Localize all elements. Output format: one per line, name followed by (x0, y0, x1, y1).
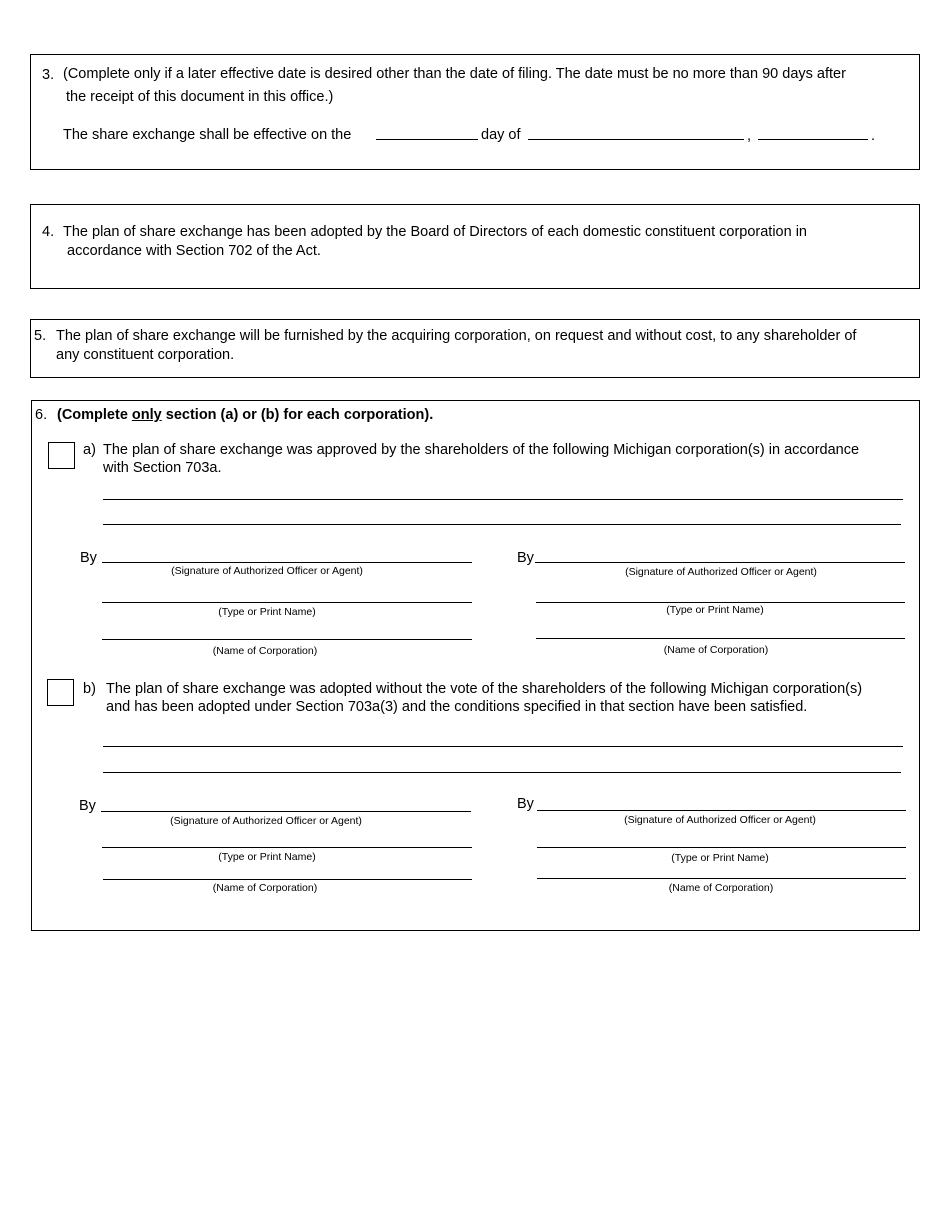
option-a-right-corporation-field[interactable] (536, 638, 905, 639)
option-a-left-corporation-field[interactable] (102, 639, 472, 640)
option-a-right-print-name-field[interactable] (536, 602, 905, 603)
option-a-left-signature-field[interactable] (102, 562, 472, 563)
option-b-left-corporation-caption: (Name of Corporation) (212, 882, 318, 894)
option-a-left-print-name-caption: (Type or Print Name) (218, 606, 316, 618)
option-b-corporation-line-1[interactable] (103, 746, 903, 747)
option-a-corporation-line-2[interactable] (103, 524, 901, 525)
heading-only: only (131, 407, 162, 423)
comma-separator: , (747, 128, 752, 144)
section-3-instructions-line1: (Complete only if a later effective date is desired other than the date of filing. The date must be no more than 90 days after (63, 66, 846, 82)
option-a-right-signature-field[interactable] (535, 562, 905, 563)
option-b-line1: The plan of share exchange was adopted without the vote of the shareholders of the following Michigan corporation(s) (106, 681, 863, 697)
option-b-label: b) (83, 681, 96, 697)
option-a-left-by-label: By (80, 550, 97, 566)
option-a-left-signature-caption: (Signature of Authorized Officer or Agent) (171, 565, 363, 577)
option-b-checkbox[interactable] (47, 679, 74, 706)
option-a-line2: with Section 703a. (103, 460, 222, 476)
option-b-corporation-line-2[interactable] (103, 772, 901, 773)
period-mark: . (871, 128, 876, 144)
option-a-right-print-name-caption: (Type or Print Name) (666, 604, 764, 616)
option-a-corporation-line-1[interactable] (103, 499, 903, 500)
section-3-number: 3. (42, 67, 55, 83)
option-b-right-by-label: By (517, 796, 534, 812)
option-a-left-corporation-caption: (Name of Corporation) (212, 645, 318, 657)
section-4-number: 4. (42, 224, 55, 240)
option-b-left-by-label: By (79, 798, 96, 814)
option-a-checkbox[interactable] (48, 442, 75, 469)
section-6-heading (57, 406, 433, 425)
option-a-right-signature-caption: (Signature of Authorized Officer or Agent) (625, 566, 817, 578)
effective-date-text: The share exchange shall be effective on the (63, 127, 352, 143)
day-of-label: day of (481, 127, 521, 143)
section-6-number: 6. (35, 407, 48, 423)
option-b-right-signature-field[interactable] (537, 810, 906, 811)
option-b-right-corporation-field[interactable] (537, 878, 906, 879)
option-b-left-signature-caption: (Signature of Authorized Officer or Agent) (170, 815, 362, 827)
option-a-line1: The plan of share exchange was approved by the shareholders of the following Michigan corporation(s) in accordance (103, 442, 860, 458)
effective-day-field[interactable] (376, 139, 478, 140)
option-b-right-print-name-field[interactable] (537, 847, 906, 848)
option-b-line2: and has been adopted under Section 703a(3) and the conditions specified in that section have been satisfied. (106, 699, 808, 715)
option-a-right-by-label: By (517, 550, 534, 566)
option-b-left-print-name-caption: (Type or Print Name) (218, 851, 316, 863)
effective-month-field[interactable] (528, 139, 744, 140)
heading-post: section (a) or (b) for each corporation). (161, 407, 434, 423)
option-b-left-print-name-field[interactable] (102, 847, 472, 848)
option-b-left-corporation-field[interactable] (103, 879, 472, 880)
section-3-instructions-line2: the receipt of this document in this office.) (66, 89, 334, 105)
section-5-line1: The plan of share exchange will be furnished by the acquiring corporation, on request and without cost, to any shareholder of (56, 328, 857, 344)
section-4-line2: accordance with Section 702 of the Act. (67, 243, 321, 259)
section-4-line1: The plan of share exchange has been adopted by the Board of Directors of each domestic constituent corporation in (63, 224, 807, 240)
heading-pre: (Complete (57, 407, 132, 423)
option-a-left-print-name-field[interactable] (102, 602, 472, 603)
option-b-right-print-name-caption: (Type or Print Name) (671, 852, 769, 864)
section-5-number: 5. (34, 328, 47, 344)
option-a-right-corporation-caption: (Name of Corporation) (663, 644, 769, 656)
option-b-left-signature-field[interactable] (101, 811, 471, 812)
section-5-line2: any constituent corporation. (56, 347, 235, 363)
option-b-right-corporation-caption: (Name of Corporation) (668, 882, 774, 894)
option-b-right-signature-caption: (Signature of Authorized Officer or Agent) (624, 814, 816, 826)
effective-year-field[interactable] (758, 139, 868, 140)
option-a-label: a) (83, 442, 96, 458)
